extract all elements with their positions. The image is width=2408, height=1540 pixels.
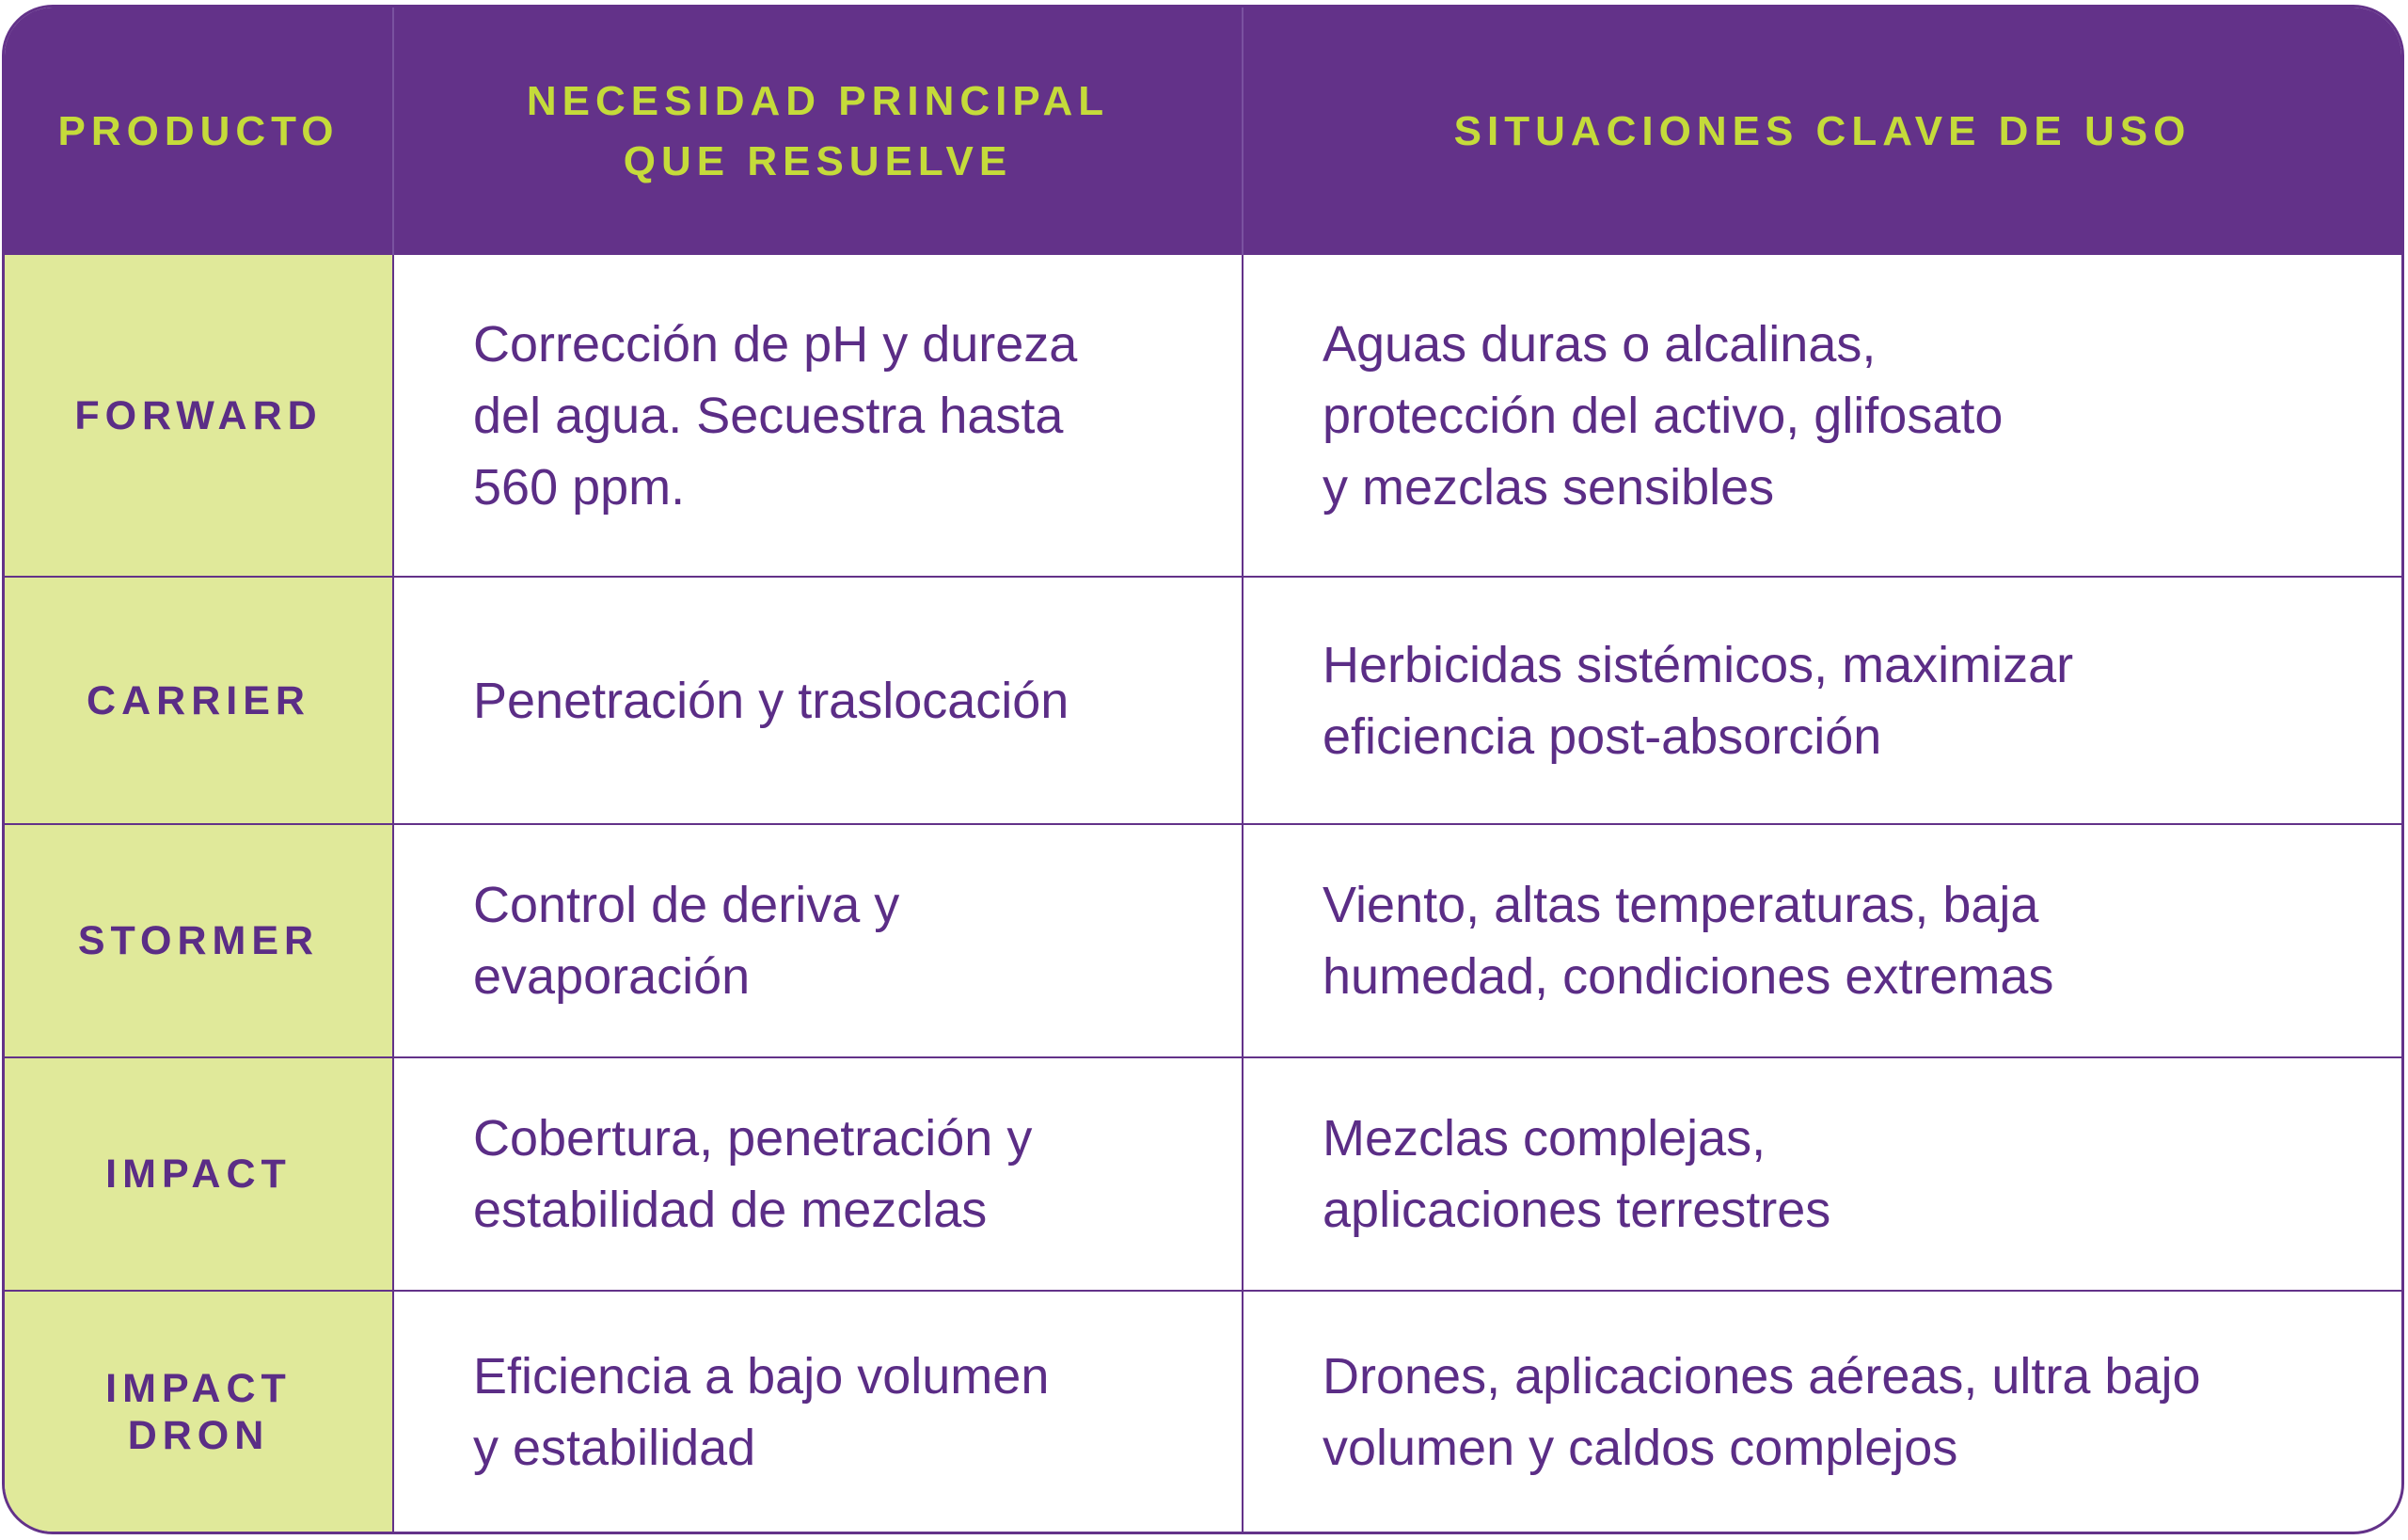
need-cell: Cobertura, penetración y estabilidad de mezclas — [393, 1057, 1243, 1291]
need-cell: Eficiencia a bajo volumen y estabilidad — [393, 1291, 1243, 1532]
table-row — [5, 577, 2401, 824]
table-header — [5, 8, 2401, 255]
use-cell: Herbicidas sistémicos, maximizar eficiencia post-absorción — [1243, 577, 2401, 824]
product-table — [5, 8, 2401, 1532]
header-row — [5, 8, 2401, 255]
header-producto: PRODUCTO — [5, 8, 393, 255]
table-row — [5, 255, 2401, 577]
table-body — [5, 255, 2401, 1532]
table-row — [5, 1057, 2401, 1291]
product-name: CARRIER — [5, 577, 393, 824]
header-situaciones: SITUACIONES CLAVE DE USO — [1243, 8, 2401, 255]
product-table-frame — [2, 5, 2404, 1534]
use-cell: Mezclas complejas, aplicaciones terrestres — [1243, 1057, 2401, 1291]
need-cell: Corrección de pH y dureza del agua. Secuestra hasta 560 ppm. — [393, 255, 1243, 577]
use-cell: Drones, aplicaciones aéreas, ultra bajo volumen y caldos complejos — [1243, 1291, 2401, 1532]
product-name: IMPACT — [5, 1057, 393, 1291]
product-name: IMPACT DRON — [5, 1291, 393, 1532]
product-name: FORWARD — [5, 255, 393, 577]
product-name: STORMER — [5, 824, 393, 1057]
use-cell: Aguas duras o alcalinas, protección del activo, glifosato y mezclas sensibles — [1243, 255, 2401, 577]
table-row — [5, 824, 2401, 1057]
header-necesidad: NECESIDAD PRINCIPAL QUE RESUELVE — [393, 8, 1243, 255]
use-cell: Viento, altas temperaturas, baja humedad, condiciones extremas — [1243, 824, 2401, 1057]
need-cell: Control de deriva y evaporación — [393, 824, 1243, 1057]
table-row — [5, 1291, 2401, 1532]
need-cell: Penetración y traslocación — [393, 577, 1243, 824]
